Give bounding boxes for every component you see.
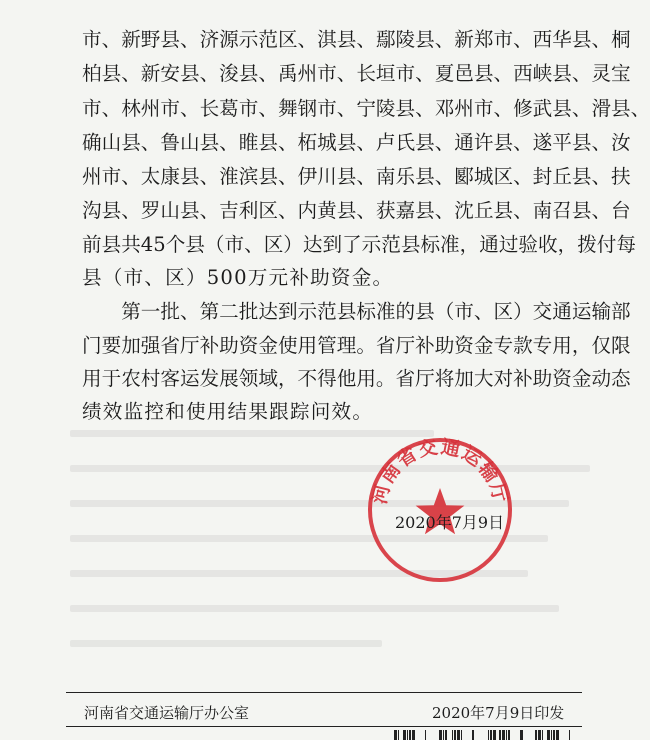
body-line: 市 、 新 野 县 、 济 源 示 范 区 、 淇 县 、 鄢 陵 县 、 新 郑 市 、 西 华 县 、 桐 bbox=[82, 28, 631, 51]
body-line: 沟 县 、 罗 山 县 、 吉 利 区 、 内 黄 县 、 获 嘉 县 、 沈 丘 县 、 南 召 县 、 台 bbox=[82, 199, 631, 222]
body-line: 确 山 县 、 鲁 山 县 、 睢 县 、 柘 城 县 、 卢 氏 县 、 通 许 县 、 遂 平 县 、 汝 bbox=[82, 131, 631, 154]
footer-issuer: 河南省交通运输厅办公室 bbox=[84, 704, 250, 722]
body-line: 州 市 、 太 康 县 、 淮 滨 县 、 伊 川 县 、 南 乐 县 、 郾 城 区 、 封 丘 县 、 扶 bbox=[82, 165, 631, 188]
signature-date: 2020年7月9日 bbox=[395, 513, 505, 532]
barcode-strip bbox=[394, 730, 574, 740]
footer-rule-bottom bbox=[66, 726, 582, 727]
footer-rule-top bbox=[66, 692, 582, 693]
body-line: 绩效监控和使用结果跟踪问效。 bbox=[82, 400, 374, 423]
body-line: 门 要 加 强 省 厅 补 助 资 金 使 用 管 理 。 省 厅 补 助 资 金 专 款 专 用 ， 仅 限 bbox=[82, 334, 631, 357]
official-seal bbox=[366, 436, 514, 584]
body-line: 前 县 共 4 5 个 县 （ 市 、 区 ） 达 到 了 示 范 县 标 准 ， 通 过 验 收 ， 拨 付 每 bbox=[82, 233, 636, 256]
seal-text: 河南省交通运输厅 bbox=[368, 436, 512, 507]
body-line: 县（市、区）500万元补助资金。 bbox=[82, 266, 394, 289]
body-line: 第 一 批 、 第 二 批 达 到 示 范 县 标 准 的 县 （ 市 、 区 ） 交 通 运 输 部 bbox=[121, 300, 631, 323]
body-line: 用 于 农 村 客 运 发 展 领 域 ， 不 得 他 用 。 省 厅 将 加 大 对 补 助 资 金 动 态 bbox=[82, 367, 631, 390]
body-line: 市 、 林 州 市 、 长 葛 市 、 舞 钢 市 、 宁 陵 县 、 邓 州 市 、 修 武 县 、 滑 县 、 bbox=[82, 97, 650, 120]
body-line: 柏 县 、 新 安 县 、 浚 县 、 禹 州 市 、 长 垣 市 、 夏 邑 县 、 西 峡 县 、 灵 宝 bbox=[82, 62, 631, 85]
footer-print-date: 2020年7月9日印发 bbox=[432, 704, 565, 722]
